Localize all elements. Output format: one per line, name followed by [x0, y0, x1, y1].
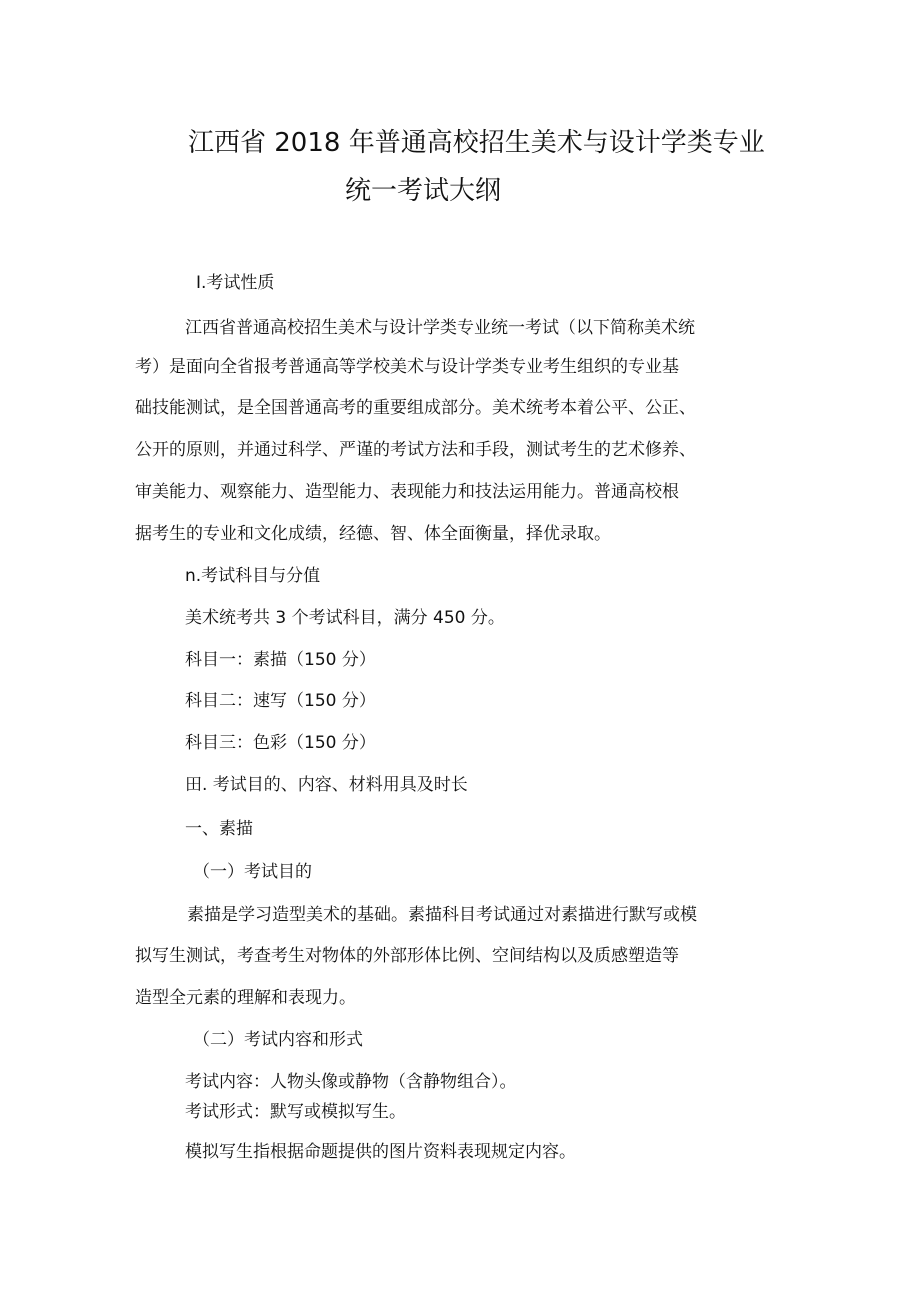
subject-item: 科目一：素描（150 分）: [185, 650, 376, 670]
section-1-paragraph-line: 公开的原则，并通过科学、严谨的考试方法和手段，测试考生的艺术修养、: [135, 440, 696, 460]
section-1-paragraph-line: 考）是面向全省报考普通高等学校美术与设计学类专业考生组织的专业基: [135, 357, 679, 377]
document-title-line-1: 江西省 2018 年普通高校招生美术与设计学类专业: [188, 128, 765, 158]
subsection-1-paragraph-line: 素描是学习造型美术的基础。素描科目考试通过对素描进行默写或模: [187, 905, 697, 925]
exam-form-line: 考试形式：默写或模拟写生。: [185, 1102, 406, 1122]
section-1-paragraph-line: 江西省普通高校招生美术与设计学类专业统一考试（以下简称美术统: [185, 318, 695, 338]
subject-item: 科目二：速写（150 分）: [185, 691, 376, 711]
exam-content-line: 考试内容：人物头像或静物（含静物组合）。: [185, 1072, 517, 1092]
section-3-heading: 田. 考试目的、内容、材料用具及时长: [185, 775, 468, 795]
section-1-paragraph-line: 础技能测试，是全国普通高考的重要组成部分。美术统考本着公平、公正、: [135, 398, 696, 418]
section-1-paragraph-line: 据考生的专业和文化成绩，经德、智、体全面衡量，择优录取。: [135, 524, 611, 544]
subsection-1-paragraph-line: 拟写生测试，考查考生对物体的外部形体比例、空间结构以及质感塑造等: [135, 946, 679, 966]
subsection-1-paragraph-line: 造型全元素的理解和表现力。: [135, 988, 356, 1008]
part-1-heading: 一、素描: [185, 819, 253, 839]
subsection-2-heading: （二）考试内容和形式: [193, 1030, 363, 1050]
section-2-heading: n.考试科目与分值: [185, 566, 321, 586]
subject-item: 科目三：色彩（150 分）: [185, 733, 376, 753]
section-1-paragraph-line: 审美能力、观察能力、造型能力、表现能力和技法运用能力。普通高校根: [135, 482, 679, 502]
simulation-note-line: 模拟写生指根据命题提供的图片资料表现规定内容。: [185, 1142, 576, 1162]
document-title-line-2: 统一考试大纲: [345, 176, 502, 206]
subject-summary: 美术统考共 3 个考试科目，满分 450 分。: [185, 608, 505, 628]
subsection-1-heading: （一）考试目的: [193, 862, 312, 882]
section-1-heading: I.考试性质: [196, 273, 275, 293]
